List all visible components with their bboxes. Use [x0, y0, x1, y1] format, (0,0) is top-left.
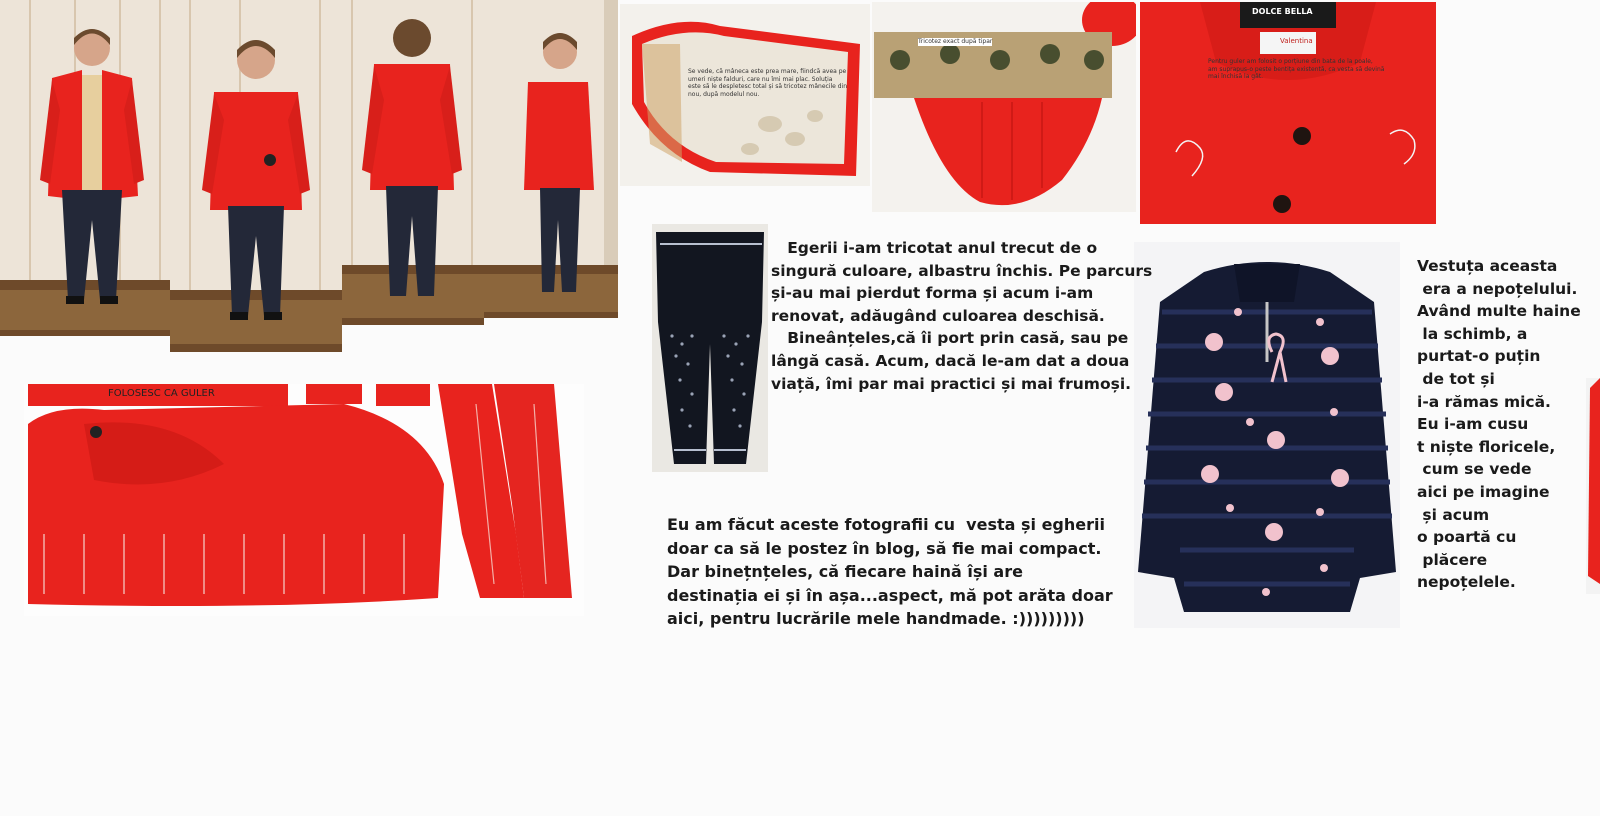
photo-edge-partial [1586, 378, 1600, 594]
photo-woman-side [484, 0, 618, 318]
photo-woman-front-1 [0, 0, 170, 336]
sleeve-note: Se vede, că mâneca este prea mare, fiindcă avea pe umeri niște falduri, care nu îmi mai plac. Soluția este să le despletesc total și să tricotez mânecile din nou, după modelul nou. [688, 68, 848, 98]
photo-woman-front-2 [170, 0, 342, 352]
blog-caption: Eu am făcut aceste fotografii cu vesta și egherii doar ca să le postez în blog, să fie mai compact. Dar binețnțeles, că fiecare haină își are destinația ei și în așa...aspect, mă pot arăta doar aici, pentru lucrările mele handmade. :))))))))) [667, 515, 1113, 628]
pants-caption: Egerii i-am tricotat anul trecut de o singură culoare, albastru închis. Pe parcurs și-au mai pierdut forma și acum i-am renovat, adăugând culoarea deschisă. Bineânțeles,că îi port prin casă, sau pe lângă casă. Acum, dacă le-am dat a doua viață, îmi par mai practici și mai frumoși. [771, 239, 1153, 393]
collar-note: Pentru guler am folosit o porțiune din bata de la poale, am suprapus-o peste bentița existentă, ca vesta să devină mai închisă la gât. [1208, 58, 1385, 80]
photo-navy-vest [1134, 242, 1400, 628]
brand-tag: Valentina [1280, 37, 1313, 45]
photo-vest-pieces [24, 384, 584, 616]
vest-caption: Vestuța aceasta era a nepoțelului. Având multe haine la schimb, a purtat-o puțin de tot și i-a rămas mică. Eu i-am cusu t niște floricele, cum se vede aici pe imagine și acum o poartă cu plăcere nepoțelele. [1417, 257, 1581, 592]
brand-label: DOLCE BELLA [1252, 7, 1313, 16]
photo-knit-over-pattern [872, 2, 1136, 212]
photo-knitted-pants [652, 224, 768, 472]
knit-pattern-note: Tricotez exact după tipar [918, 38, 993, 45]
photo-collar-closeup [1140, 2, 1436, 224]
collar-label: FOLOSESC CA GULER [108, 388, 215, 399]
photo-woman-back [342, 0, 484, 325]
